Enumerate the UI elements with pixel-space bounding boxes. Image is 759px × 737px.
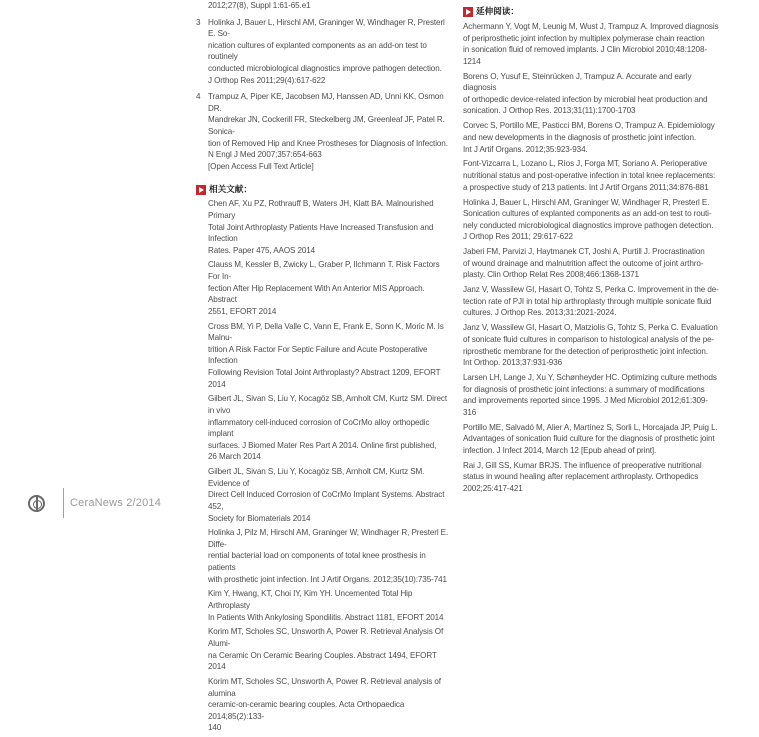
reference-line: Korim MT, Scholes SC, Unsworth A, Power R. Retrieval analysis of alumina: [208, 676, 441, 698]
arrow-square-icon: [463, 7, 473, 17]
reference-line: 2002;25:417-421: [463, 483, 523, 493]
reference-line: of sonicate fluid cultures in comparison to histological analysis of the pe-: [463, 334, 715, 344]
related-reference: [208, 588, 450, 623]
reference-line: of periprosthetic joint infection by multiplex polymerase chain reaction: [463, 33, 705, 43]
reference-line: Total Joint Arthroplasty Patients Have Increased Transfusion and Infection: [208, 222, 434, 244]
reference-line: Larsen LH, Lange J, Xu Y, Schønheyder HC. Optimizing culture methods: [463, 373, 717, 382]
reference-line: 26 March 2014: [208, 452, 261, 462]
right-column: [463, 6, 721, 498]
reference-line: Cross BM, Yi P, Della Valle C, Vann E, Frank E, Sonn K, Moric M. Is Malnu-: [208, 321, 444, 343]
reference-line: a prospective study of 213 patients. Int J Artif Organs 2011;34:876-881: [463, 182, 709, 192]
further-reading-reference: [463, 284, 721, 319]
left-column: [196, 0, 450, 737]
reference-line: Corvec S, Portillo ME, Pasticci BM, Borens O, Trampuz A. Epidemiology: [463, 121, 715, 131]
reference-line: Following Revision Total Joint Arthroplasty? Abstract 1209, EFORT 2014: [208, 368, 441, 389]
reference-line: Holinka J, Bauer L, Hirschl AM, Graninger W, Windhager R, Presterl E.: [463, 197, 710, 207]
reference-line: Font-Vizcarra L, Lozano L, Ríos J, Forga MT, Soriano A. Perioperative: [463, 159, 707, 169]
reference-line: Clauss M, Kessler B, Zwicky L, Graber P, Ilchmann T. Risk Factors For In-: [208, 260, 440, 282]
reference-line: infection. J Infect 2014, March 12 [Epub ahead of print].: [463, 445, 657, 455]
reference-line: with prosthetic joint infection. Int J Artif Organs. 2012;35(10):735-741: [208, 574, 447, 584]
reference-line: Jaberi FM, Parvizi J, Haytmanek CT, Joshi A, Purtill J. Procrastination: [463, 247, 705, 257]
reference-line: Portillo ME, Salvadó M, Alier A, Martínez S, Sorli L, Horcajada JP, Puig L.: [463, 422, 718, 432]
further-reading-reference: [463, 21, 721, 67]
reference-line: J Orthop Res 2011; 29:617-622: [463, 232, 573, 242]
numbered-reference: [196, 91, 450, 172]
reference-line: 140: [208, 723, 222, 733]
reference-line: Society for Biomaterials 2014: [208, 513, 311, 523]
reference-line: tion of Removed Hip and Knee Prostheses for Diagnosis of Infection.: [208, 138, 448, 148]
numbered-reference: [196, 17, 450, 87]
reference-line: Rates. Paper 475, AAOS 2014: [208, 245, 316, 255]
related-reference: [208, 321, 450, 391]
reference-line: Holinka J, Pilz M, Hirschl AM, Graninger W, Windhager R, Presterl E. Diffe-: [208, 528, 449, 549]
reference-line: nely conducted microbiological diagnostics improve pathogen detection.: [463, 220, 714, 230]
reference-line: inflammatory cell-induced corrosion of CoCrMo alloy orthopedic implant: [208, 417, 430, 439]
reference-number: 4: [196, 92, 201, 102]
further-reading-reference: [463, 372, 721, 418]
reference-line: Int J Artif Organs. 2012;35:923-934.: [463, 144, 588, 154]
related-literature-heading: [196, 184, 450, 195]
reference-line: plasty. Clin Orthop Relat Res 2008;466:1368-1371: [463, 270, 639, 280]
reference-line: Gilbert JL, Sivan S, Liu Y, Kocagöz SB, Arnholt CM, Kurtz SM. Direct in vivo: [208, 394, 447, 415]
reference-line: N Engl J Med 2007;357:654-663: [208, 150, 322, 160]
reference-line: of orthopedic device-related infection by microbial heat production and: [463, 94, 708, 104]
footer-divider: [63, 488, 64, 518]
reference-line: rential bacterial load on components of total knee prosthesis in patients: [208, 551, 426, 573]
reference-line: Chen AF, Xu PZ, Rothrauff B, Waters JH, Klatt BA. Malnourished Primary: [208, 199, 434, 220]
reference-line: in sonication fluid of removed implants. J Clin Microbiol 2010;48:1208-: [463, 45, 707, 55]
reference-line: Kim Y, Hwang, KT, Choi IY, Kim YH. Uncemented Total Hip Arthroplasty: [208, 589, 413, 611]
further-reading-reference: [463, 422, 721, 457]
further-reading-reference: [463, 460, 721, 495]
reference-line: surfaces. J Biomed Mater Res Part A 2014. Online first published,: [208, 440, 437, 450]
reference-line: tection rate of PJI in total hip arthroplasty through multiple sonicate fluid: [463, 296, 712, 306]
reference-line: 316: [463, 407, 477, 417]
ceramtec-logo-icon: [28, 495, 45, 512]
reference-line: of wound drainage and malnutrition affect the outcome of joint arthro-: [463, 258, 704, 268]
reference-line: Int Orthop. 2013;37:931-936: [463, 358, 562, 368]
further-reading-heading: [463, 6, 721, 17]
reference-line: Advantages of sonication fluid culture for the diagnosis of prosthetic joint: [463, 434, 715, 444]
reference-line: Borens O, Yusuf E, Steinrücken J, Trampuz A. Accurate and early diagnosis: [463, 71, 692, 93]
reference-line: nication cultures of explanted components as an add-on test to routinely: [208, 40, 427, 62]
further-reading-title: 延伸阅读：: [476, 6, 519, 16]
reference-line: cultures. J Orthop Res. 2013;31:2021-2024.: [463, 308, 617, 318]
reference-line: Achermann Y, Vogt M, Leunig M, Wust J, Trampuz A. Improved diagnosis: [463, 22, 719, 31]
reference-line: Gilbert JL, Sivan S, Liu Y, Kocagöz SB, Arnholt CM, Kurtz SM. Evidence of: [208, 467, 425, 488]
related-reference: [208, 676, 450, 734]
reference-line: Mandrekar JN, Cockerill FR, Steckelberg JM, Greenleaf JF, Patel R. Sonica-: [208, 115, 445, 136]
reference-line: Janz V, Wassilew GI, Hasart O, Matziolis G, Tohtz S, Perka C. Evaluation: [463, 323, 718, 333]
reference-line: Holinka J, Bauer L, Hirschl AM, Graninger W, Windhager R, Presterl E. So-: [208, 17, 445, 39]
reference-line: fection After Hip Replacement With An Anterior MIS Approach. Abstract: [208, 283, 425, 305]
reference-2-tail: 2012;27(8), Suppl 1:61-65.e1: [208, 1, 311, 10]
reference-line: In Patients With Ankylosing Spondilitis. Abstract 1181, EFORT 2014: [208, 612, 444, 622]
reference-line: Trampuz A, Piper KE, Jacobsen MJ, Hanssen AD, Unni KK, Osmon DR.: [208, 92, 444, 113]
reference-line: for diagnosis of prosthetic joint infections: a summary of modifications: [463, 384, 705, 394]
footer-publication: CeraNews 2/2014: [70, 497, 162, 509]
further-reading-list: [463, 21, 721, 495]
further-reading-reference: [463, 322, 721, 368]
reference-line: 2551, EFORT 2014: [208, 306, 277, 316]
related-reference: [208, 259, 450, 317]
related-reference: [208, 198, 450, 256]
reference-line: Janz V, Wassilew GI, Hasart O, Tohtz S, Perka C. Improvement in the de-: [463, 285, 719, 295]
reference-line: sonication. J Orthop Res. 2013;31(11):1700-1703: [463, 106, 636, 116]
related-reference: [208, 466, 450, 524]
reference-line: Korim MT, Scholes SC, Unsworth A, Power R. Retrieval Analysis Of Alumi-: [208, 627, 444, 648]
reference-number: 3: [196, 17, 201, 27]
reference-line: J Orthop Res 2011;29(4):617-622: [208, 75, 326, 85]
reference-line: na Ceramic On Ceramic Bearing Couples. Abstract 1494, EFORT 2014: [208, 650, 437, 672]
reference-line: conducted microbiological diagnostics improve pathogen detection.: [208, 63, 442, 73]
reference-line: riprosthetic membrane for the detection of periprosthetic joint infection.: [463, 346, 708, 356]
page-footer: [28, 488, 161, 518]
reference-line: ceramic-on-ceramic bearing couples. Acta Orthopaedica 2014;85(2):133-: [208, 700, 405, 721]
reference-line: and improvements reported since 1995. J Med Microbiol 2012;61:309-: [463, 396, 708, 406]
further-reading-reference: [463, 71, 721, 117]
reference-line: Rai J, Gill SS, Kumar BRJS. The influence of preoperative nutritional: [463, 460, 702, 470]
further-reading-reference: [463, 197, 721, 243]
reference-line: [Open Access Full Text Article]: [208, 161, 314, 171]
related-reference: [208, 626, 450, 672]
reference-line: 1214: [463, 56, 481, 66]
reference-line: nutritional status and post-operative infection in total knee replacements:: [463, 171, 716, 181]
further-reading-reference: [463, 120, 721, 155]
reference-line: Sonication cultures of explanted components as an add-on test to routi-: [463, 209, 712, 219]
related-literature-list: [196, 198, 450, 734]
reference-line: Direct Cell Induced Corrosion of CoCrMo Implant Systems. Abstract 452,: [208, 490, 445, 511]
numbered-references: [196, 17, 450, 173]
arrow-square-icon: [196, 185, 206, 195]
related-reference: [208, 393, 450, 463]
reference-line: status in wound healing after replacement arthroplasty. Orthopedics: [463, 472, 699, 482]
related-literature-title: 相关文献：: [209, 184, 252, 195]
related-reference: [208, 527, 450, 585]
further-reading-reference: [463, 158, 721, 193]
reference-line: and new developments in the diagnosis of prosthetic joint infection.: [463, 132, 697, 142]
reference-line: trition A Risk Factor For Septic Failure and Acute Postoperative Infection: [208, 344, 428, 366]
further-reading-reference: [463, 246, 721, 281]
